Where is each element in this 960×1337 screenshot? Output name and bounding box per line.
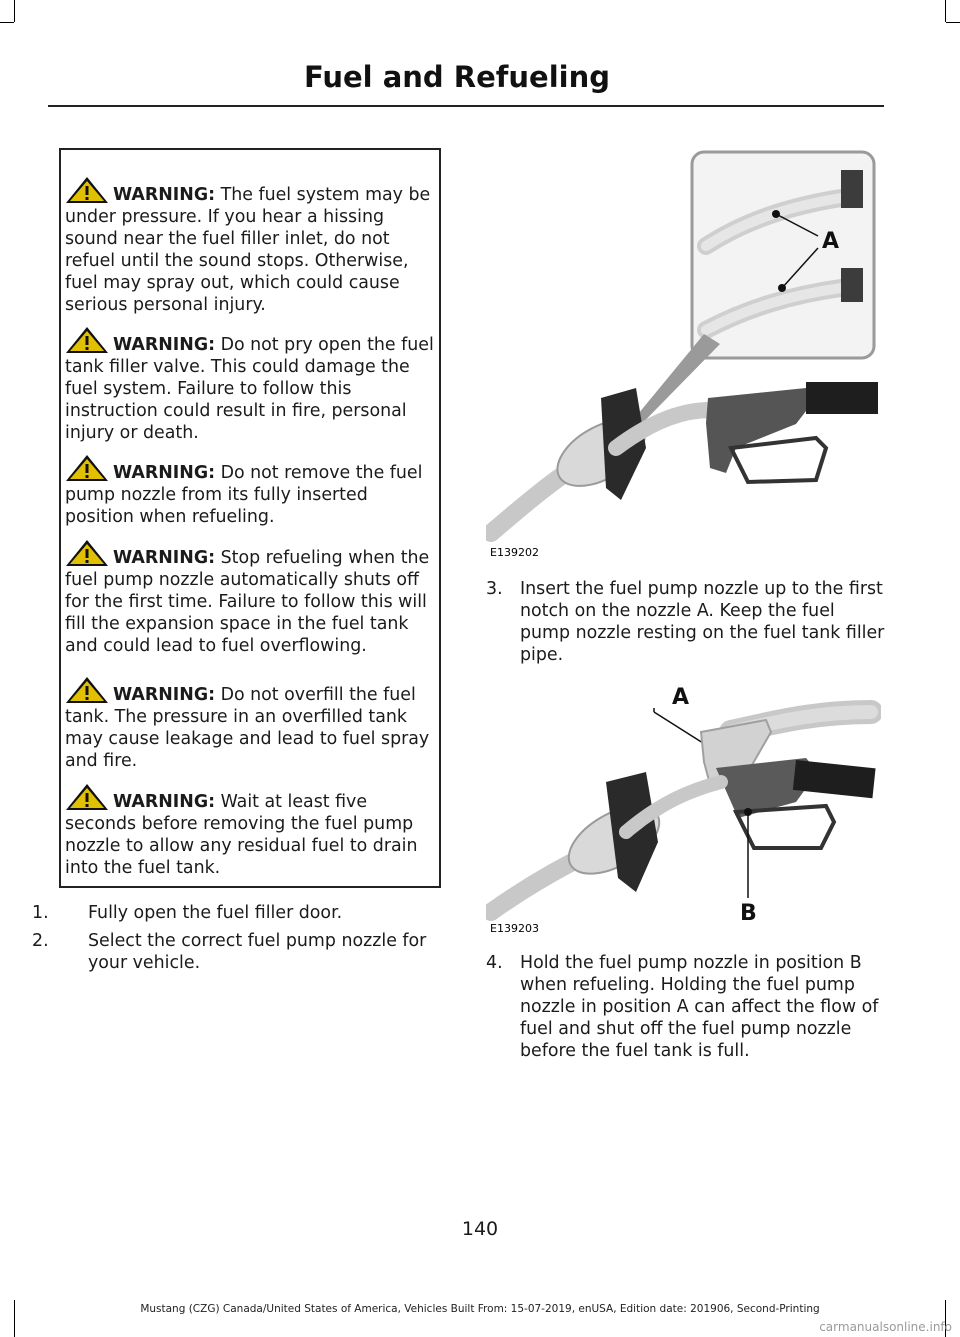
step-item xyxy=(32,930,452,974)
warning-item xyxy=(65,454,437,528)
warning-item xyxy=(65,676,437,772)
watermark: carmanualsonline.info xyxy=(819,1320,952,1334)
warning-text: Do not overfill the fuel tank. The pressure in an overfilled tank may cause leakage and lead to fuel spray and fire. xyxy=(65,685,430,771)
warning-triangle-icon xyxy=(65,539,109,567)
warning-text: Do not remove the fuel pump nozzle from its fully inserted position when refueling. xyxy=(65,463,423,527)
step-number: 1. xyxy=(32,903,49,923)
warning-label: WARNING: xyxy=(113,185,216,205)
crop-mark xyxy=(0,22,14,23)
step-number: 4. xyxy=(486,953,503,973)
steps-left xyxy=(32,902,452,974)
step-text: Hold the fuel pump nozzle in position B when refueling. Holding the fuel pump nozzle in position A can affect the flow of fuel and shut off the fuel pump nozzle before the fuel tank is full. xyxy=(520,953,879,1061)
figure-code: E139202 xyxy=(490,546,539,559)
step-text: Fully open the fuel filler door. xyxy=(88,903,343,923)
step-text: Select the correct fuel pump nozzle for your vehicle. xyxy=(88,931,427,973)
warning-item xyxy=(65,326,437,444)
warning-triangle-icon xyxy=(65,676,109,704)
crop-mark xyxy=(945,0,946,22)
figure-nozzle-notches xyxy=(486,148,881,563)
warning-label: WARNING: xyxy=(113,463,216,483)
figure-code: E139203 xyxy=(490,922,539,935)
warning-text: The fuel system may be under pressure. If you hear a hissing sound near the fuel filler inlet, do not refuel until the sound stops. Otherwise, fuel may spray out, which could cause serious personal injury. xyxy=(65,185,431,315)
warning-label: WARNING: xyxy=(113,685,216,705)
callout-b: B xyxy=(740,901,757,926)
warning-item xyxy=(65,783,437,879)
warning-label: WARNING: xyxy=(113,792,216,812)
page-number: 140 xyxy=(461,1218,499,1240)
warning-triangle-icon xyxy=(65,454,109,482)
page-title: Fuel and Refueling xyxy=(303,60,610,94)
figure-nozzle-positions xyxy=(486,672,881,937)
warning-item xyxy=(65,539,437,657)
step-item xyxy=(486,578,886,666)
warning-triangle-icon xyxy=(65,176,109,204)
step-item xyxy=(32,902,452,924)
crop-mark xyxy=(14,0,15,22)
warning-label: WARNING: xyxy=(113,548,216,568)
steps-right xyxy=(486,578,886,666)
steps-right xyxy=(486,952,886,1062)
warning-item xyxy=(65,176,437,316)
warning-text: Stop refueling when the fuel pump nozzle automatically shuts off for the first time. Failure to follow this will fill the expansion space in the fuel tank and could lead to fuel overflowing. xyxy=(65,548,430,656)
warning-triangle-icon xyxy=(65,326,109,354)
warning-triangle-icon xyxy=(65,783,109,811)
warning-text: Wait at least five seconds before removing the fuel pump nozzle to allow any residual fuel to drain into the fuel tank. xyxy=(65,792,418,878)
footer-text: Mustang (CZG) Canada/United States of America, Vehicles Built From: 15-07-2019, enUSA, Edition date: 201906, Second-Printing xyxy=(140,1303,820,1315)
crop-mark xyxy=(946,22,960,23)
warning-text: Do not pry open the fuel tank filler valve. This could damage the fuel system. Failure to follow this instruction could result in fire, personal injury or death. xyxy=(65,335,434,443)
callout-a: A xyxy=(822,229,840,254)
step-text: Insert the fuel pump nozzle up to the first notch on the nozzle A. Keep the fuel pump nozzle resting on the fuel tank filler pipe. xyxy=(520,579,885,665)
step-number: 3. xyxy=(486,579,503,599)
warning-box xyxy=(59,148,441,888)
header-rule xyxy=(48,105,884,107)
step-item xyxy=(486,952,886,1062)
warning-label: WARNING: xyxy=(113,335,216,355)
step-number: 2. xyxy=(32,931,49,951)
callout-a: A xyxy=(672,685,690,710)
